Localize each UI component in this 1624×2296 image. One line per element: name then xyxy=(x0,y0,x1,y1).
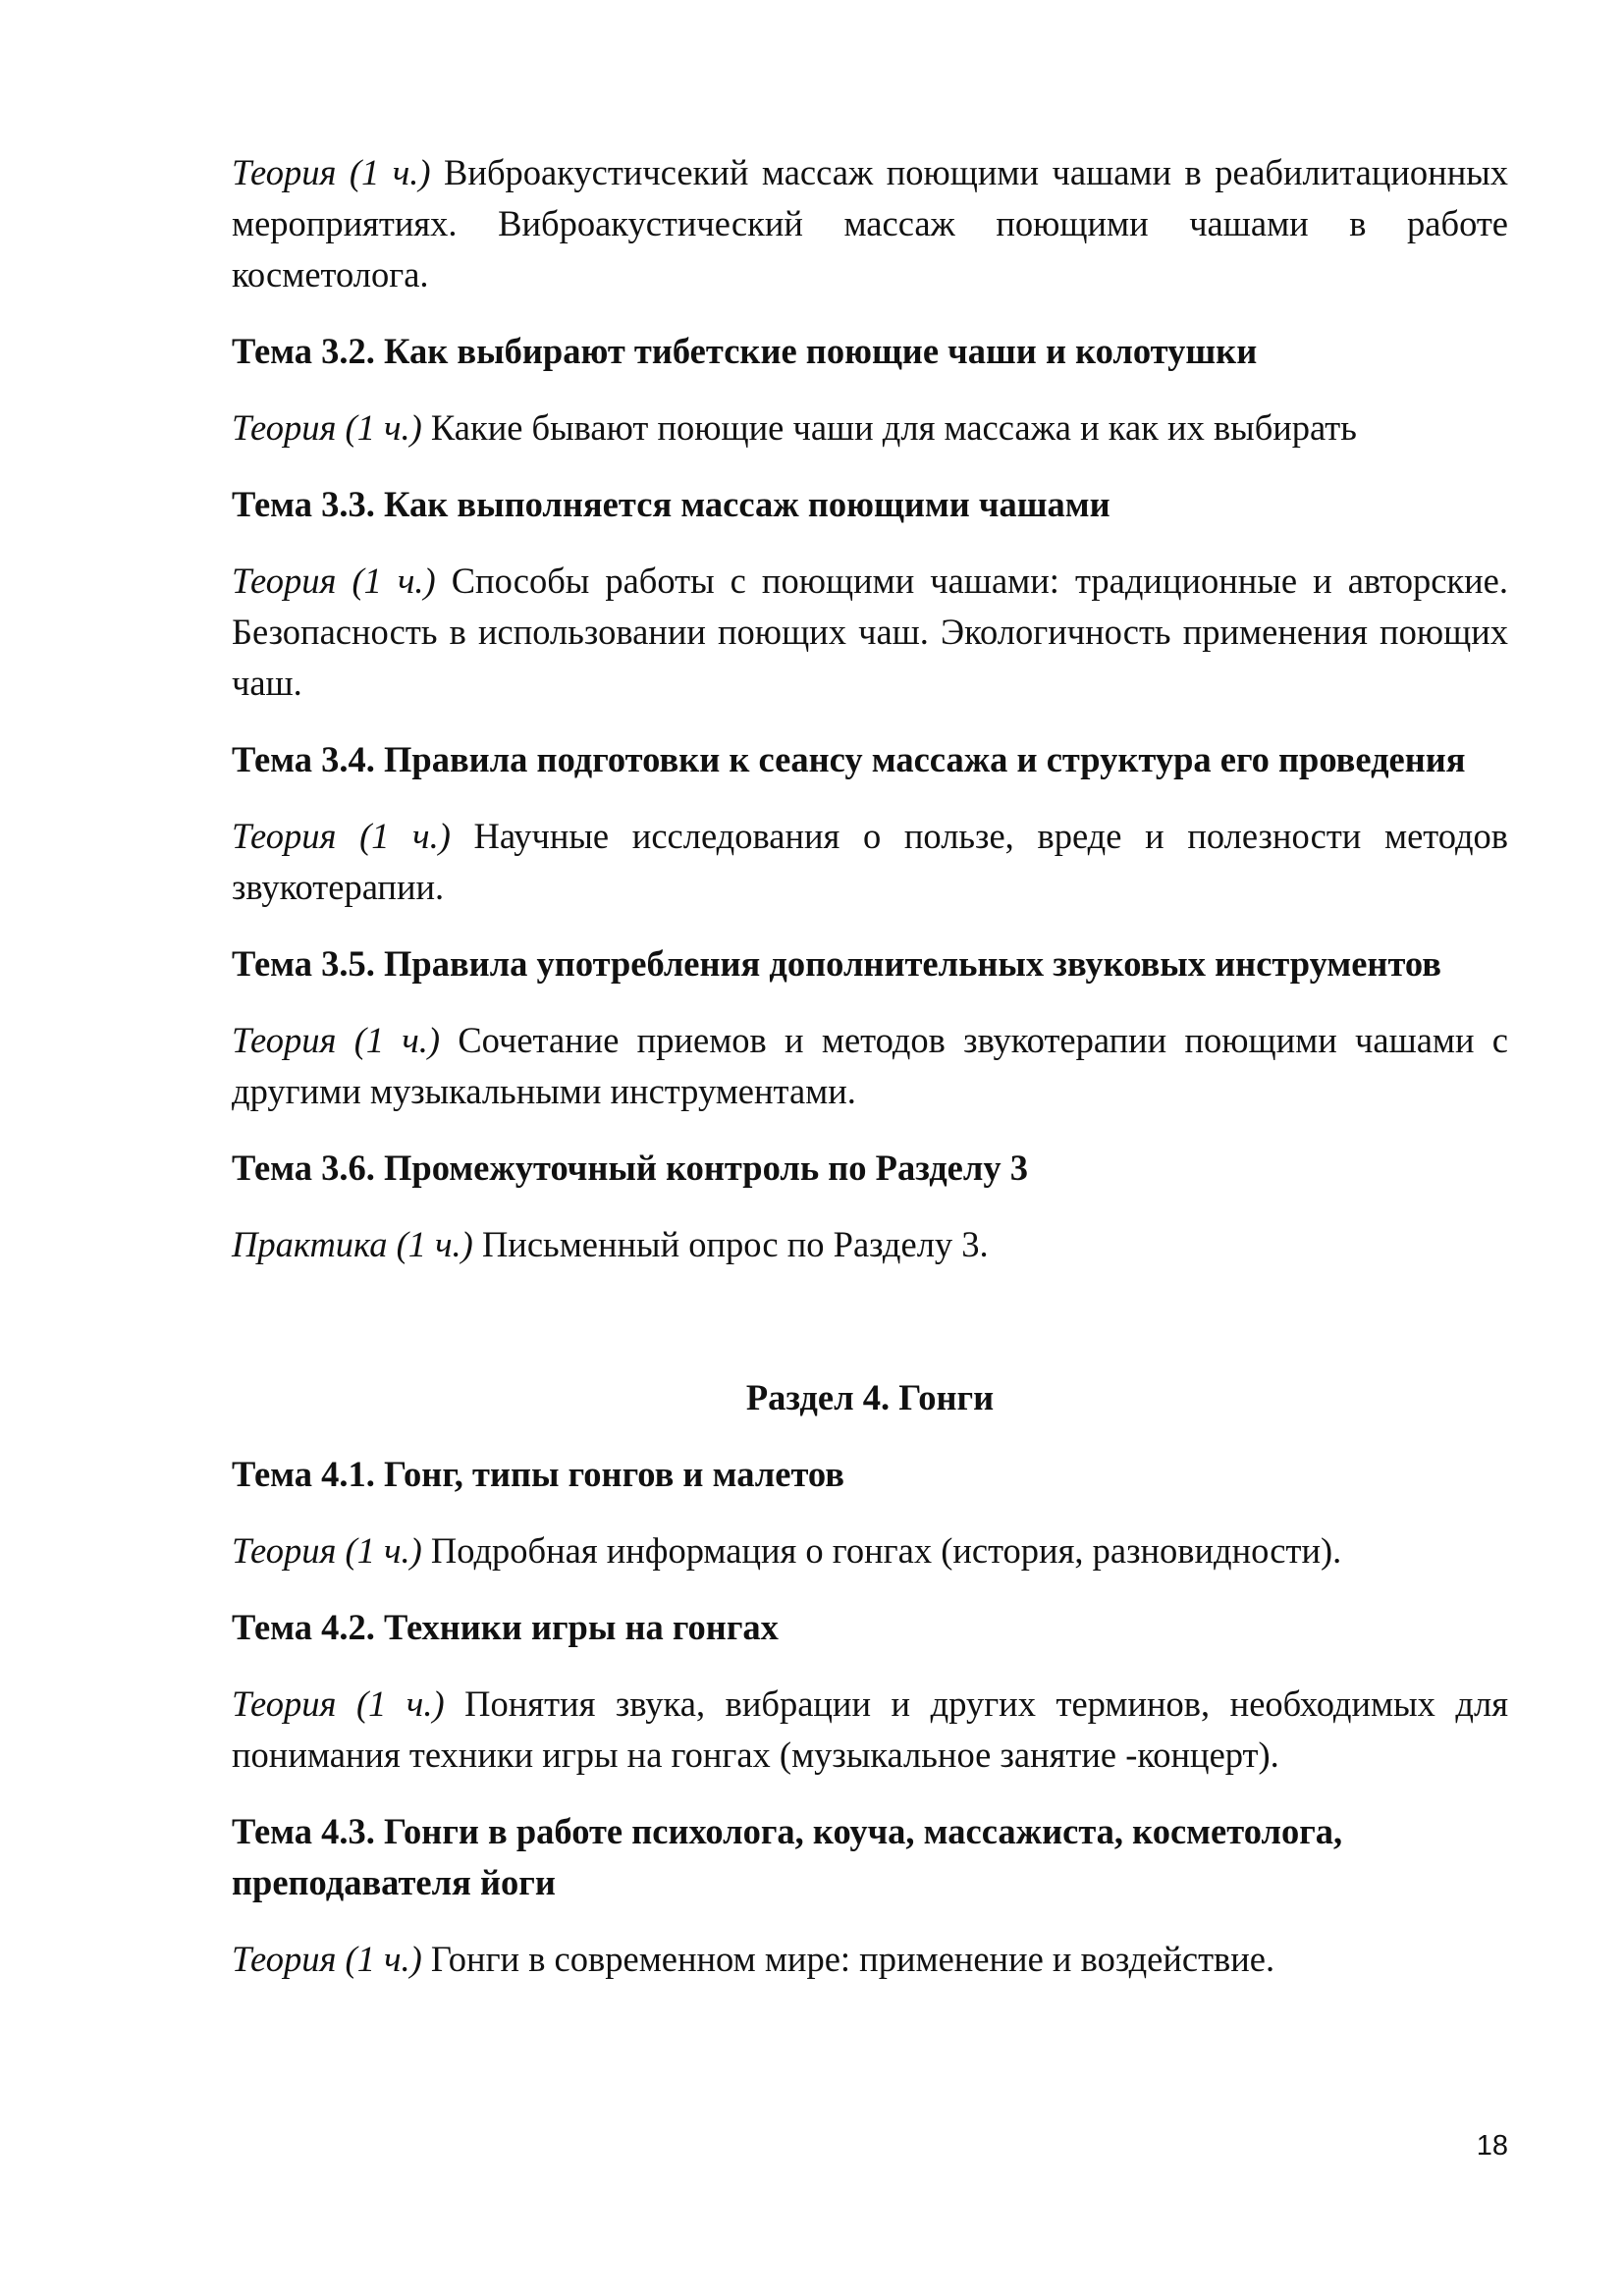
paragraph-text: Какие бывают поющие чаши для массажа и как их выбирать xyxy=(421,407,1357,448)
lesson-type-label: Практика (1 ч.) xyxy=(232,1224,473,1264)
paragraph-text: Гонги в современном мире: применение и воздействие. xyxy=(421,1939,1275,1979)
paragraph-text: Понятия звука, вибрации и других терминов, необходимых для понимания техники игры на гонгах (музыкальное занятие -концерт). xyxy=(232,1683,1508,1775)
lesson-type-label: Теория (1 ч.) xyxy=(232,1530,422,1571)
theory-paragraph-3-5 xyxy=(232,1015,1508,1117)
topic-heading-3-5: Тема 3.5. Правила употребления дополнительных звуковых инструментов xyxy=(232,943,1441,984)
topic-heading-3-3: Тема 3.3. Как выполняется массаж поющими чашами xyxy=(232,484,1110,524)
lesson-type-label: Теория (1 ч.) xyxy=(232,561,436,601)
topic-heading-4-2: Тема 4.2. Техники игры на гонгах xyxy=(232,1607,779,1647)
theory-paragraph-3-1 xyxy=(232,147,1508,300)
theory-paragraph-3-2 xyxy=(232,402,1508,454)
paragraph-text: Виброакустичсекий массаж поющими чашами в реабилитационных мероприятиях. Виброакустический массаж поющими чашами в работе косметолога. xyxy=(232,152,1508,294)
theory-paragraph-4-2 xyxy=(232,1679,1508,1781)
topic-heading-4-3: Тема 4.3. Гонги в работе психолога, коуча, массажиста, косметолога, преподавателя йоги xyxy=(232,1811,1343,1902)
theory-paragraph-4-1 xyxy=(232,1525,1508,1576)
lesson-type-label: Теория (1 ч.) xyxy=(232,152,431,192)
lesson-type-label: Теория (1 ч.) xyxy=(232,816,451,856)
topic-heading-3-6: Тема 3.6. Промежуточный контроль по Разделу 3 xyxy=(232,1148,1028,1188)
paragraph-text: Сочетание приемов и методов звукотерапии поющими чашами с другими музыкальными инструментами. xyxy=(232,1020,1509,1111)
theory-paragraph-3-3 xyxy=(232,556,1508,709)
paragraph-text: Научные исследования о пользе, вреде и полезности методов звукотерапии. xyxy=(232,816,1508,907)
practice-paragraph-3-6 xyxy=(232,1219,1508,1270)
topic-heading-3-4: Тема 3.4. Правила подготовки к сеансу массажа и структура его проведения xyxy=(232,739,1466,779)
theory-paragraph-3-4 xyxy=(232,811,1508,913)
theory-paragraph-4-3 xyxy=(232,1934,1508,1985)
lesson-type-label: Теория (1 ч.) xyxy=(232,407,422,448)
lesson-type-label: Теория (1 ч.) xyxy=(232,1020,441,1060)
page-number: 18 xyxy=(1476,2130,1508,2162)
lesson-type-label: Теория (1 ч.) xyxy=(232,1939,422,1979)
paragraph-text: Способы работы с поющими чашами: традиционные и авторские. Безопасность в использовании поющих чаш. Экологичность применения поющих чаш. xyxy=(232,561,1508,703)
section-title-4: Раздел 4. Гонги xyxy=(745,1377,995,1417)
document-page xyxy=(232,147,1508,2010)
paragraph-text: Подробная информация о гонгах (история, разновидности). xyxy=(421,1530,1342,1571)
topic-heading-3-2: Тема 3.2. Как выбирают тибетские поющие чаши и колотушки xyxy=(232,331,1258,371)
topic-heading-4-1: Тема 4.1. Гонг, типы гонгов и малетов xyxy=(232,1454,844,1494)
lesson-type-label: Теория (1 ч.) xyxy=(232,1683,445,1724)
paragraph-text: Письменный опрос по Разделу 3. xyxy=(472,1224,989,1264)
